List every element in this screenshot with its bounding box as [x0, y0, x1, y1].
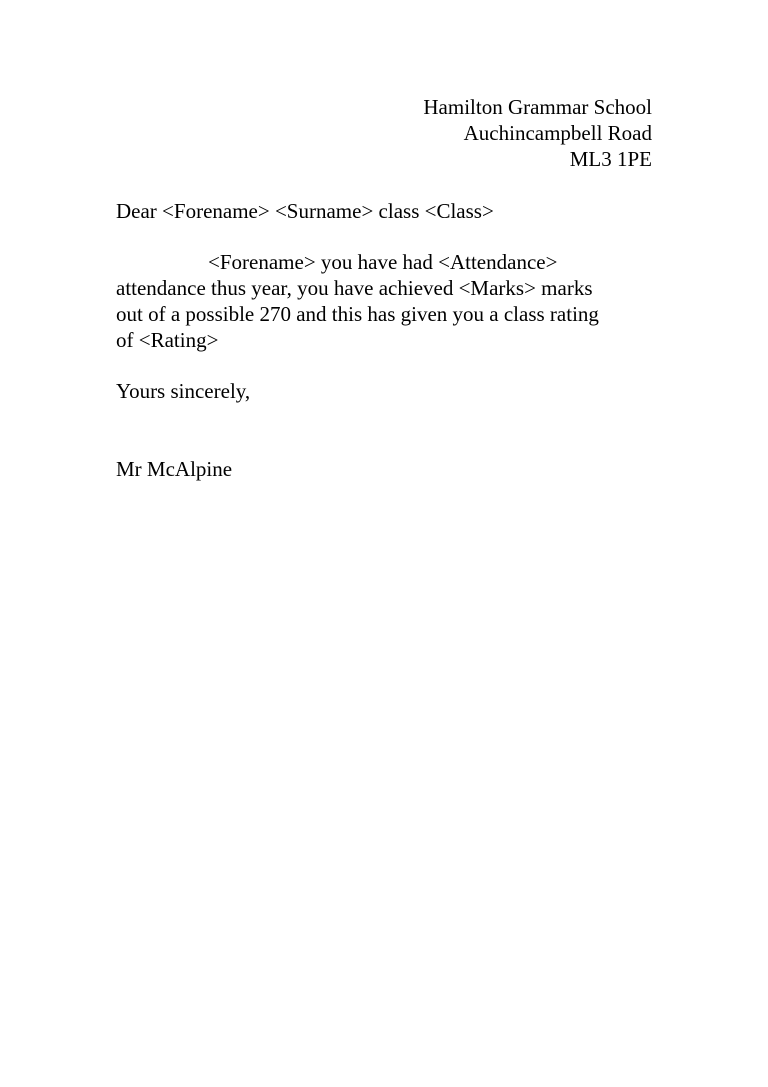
school-address	[423, 94, 652, 172]
body-line: out of a possible 270 and this has given you a class rating	[116, 302, 599, 326]
body-line: of <Rating>	[116, 328, 219, 352]
body-line: attendance thus year, you have achieved <Marks> marks	[116, 276, 593, 300]
address-line-street: Auchincampbell Road	[463, 121, 652, 145]
address-line-school-name: Hamilton Grammar School	[423, 95, 652, 119]
signature-name: Mr McAlpine	[116, 457, 233, 481]
salutation: Dear <Forename> <Surname> class <Class>	[116, 199, 494, 223]
body-paragraph	[116, 249, 661, 353]
closing: Yours sincerely,	[116, 379, 251, 403]
body-line: <Forename> you have had <Attendance>	[208, 250, 558, 274]
address-line-postcode: ML3 1PE	[569, 147, 652, 171]
